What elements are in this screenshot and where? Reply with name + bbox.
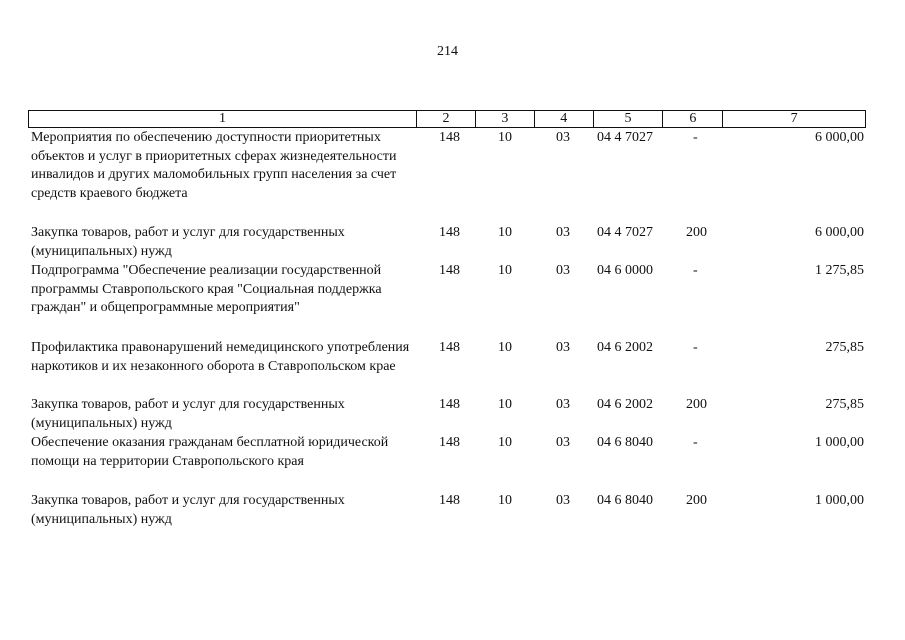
row-code-6: - bbox=[693, 130, 698, 145]
row-code-3: 10 bbox=[498, 493, 512, 508]
header-col-4: 4 bbox=[535, 111, 594, 127]
row-name: Обеспечение оказания гражданам бесплатной юридической помощи на территории Ставропольского края bbox=[31, 435, 389, 469]
row-amount: 1 000,00 bbox=[815, 493, 864, 508]
row-code-4: 03 bbox=[556, 435, 570, 450]
row-name: Подпрограмма "Обеспечение реализации государственной программы Ставропольского края "Социальная поддержка граждан" и общепрограммные мероприятия" bbox=[31, 263, 382, 315]
row-code-3: 10 bbox=[498, 435, 512, 450]
row-amount: 6 000,00 bbox=[815, 130, 864, 145]
row-code-6: - bbox=[693, 435, 698, 450]
header-col-6: 6 bbox=[663, 111, 723, 127]
row-name: Мероприятия по обеспечению доступности приоритетных объектов и услуг в приоритетных сферах жизнедеятельности инвалидов и других маломобильных групп населения за счет средств краевого бюджета bbox=[31, 130, 397, 201]
row-code-5: 04 6 2002 bbox=[597, 340, 653, 355]
table-row bbox=[28, 339, 866, 396]
row-code-5: 04 6 8040 bbox=[597, 435, 653, 450]
table-row bbox=[28, 492, 866, 532]
row-code-4: 03 bbox=[556, 263, 570, 278]
row-name: Закупка товаров, работ и услуг для государственных (муниципальных) нужд bbox=[31, 493, 345, 527]
row-code-3: 10 bbox=[498, 225, 512, 240]
table-row bbox=[28, 396, 866, 434]
row-code-5: 04 6 2002 bbox=[597, 397, 653, 412]
row-amount: 1 000,00 bbox=[815, 435, 864, 450]
table-row bbox=[28, 129, 866, 224]
header-col-5: 5 bbox=[594, 111, 664, 127]
row-code-5: 04 4 7027 bbox=[597, 225, 653, 240]
row-code-3: 10 bbox=[498, 263, 512, 278]
page-number: 214 bbox=[437, 44, 458, 59]
row-code-3: 10 bbox=[498, 340, 512, 355]
row-code-4: 03 bbox=[556, 130, 570, 145]
table-body bbox=[28, 129, 866, 532]
row-name: Профилактика правонарушений немедицинского употребления наркотиков и их незаконного оборота в Ставропольском крае bbox=[31, 340, 410, 374]
row-code-3: 10 bbox=[498, 397, 512, 412]
row-code-4: 03 bbox=[556, 340, 570, 355]
row-code-4: 03 bbox=[556, 225, 570, 240]
table-row bbox=[28, 262, 866, 339]
header-col-3: 3 bbox=[476, 111, 535, 127]
row-amount: 1 275,85 bbox=[815, 263, 864, 278]
row-code-5: 04 6 8040 bbox=[597, 493, 653, 508]
row-code-2: 148 bbox=[439, 435, 460, 450]
table-row bbox=[28, 434, 866, 492]
row-code-6: 200 bbox=[686, 493, 707, 508]
row-name: Закупка товаров, работ и услуг для государственных (муниципальных) нужд bbox=[31, 397, 345, 431]
row-code-5: 04 4 7027 bbox=[597, 130, 653, 145]
row-code-4: 03 bbox=[556, 397, 570, 412]
row-code-4: 03 bbox=[556, 493, 570, 508]
header-col-2: 2 bbox=[417, 111, 476, 127]
row-code-6: 200 bbox=[686, 225, 707, 240]
row-code-3: 10 bbox=[498, 130, 512, 145]
header-col-7: 7 bbox=[790, 111, 798, 126]
row-name: Закупка товаров, работ и услуг для государственных (муниципальных) нужд bbox=[31, 225, 345, 259]
row-code-2: 148 bbox=[439, 397, 460, 412]
row-code-2: 148 bbox=[439, 130, 460, 145]
header-col-1: 1 bbox=[29, 111, 417, 127]
table-row bbox=[28, 224, 866, 262]
row-code-6: - bbox=[693, 340, 698, 355]
row-code-5: 04 6 0000 bbox=[597, 263, 653, 278]
row-code-6: 200 bbox=[686, 397, 707, 412]
row-amount: 6 000,00 bbox=[815, 225, 864, 240]
row-code-6: - bbox=[693, 263, 698, 278]
row-amount: 275,85 bbox=[825, 397, 864, 412]
row-code-2: 148 bbox=[439, 340, 460, 355]
row-code-2: 148 bbox=[439, 225, 460, 240]
row-code-2: 148 bbox=[439, 493, 460, 508]
row-amount: 275,85 bbox=[825, 340, 864, 355]
row-code-2: 148 bbox=[439, 263, 460, 278]
table-header-row bbox=[28, 110, 866, 128]
